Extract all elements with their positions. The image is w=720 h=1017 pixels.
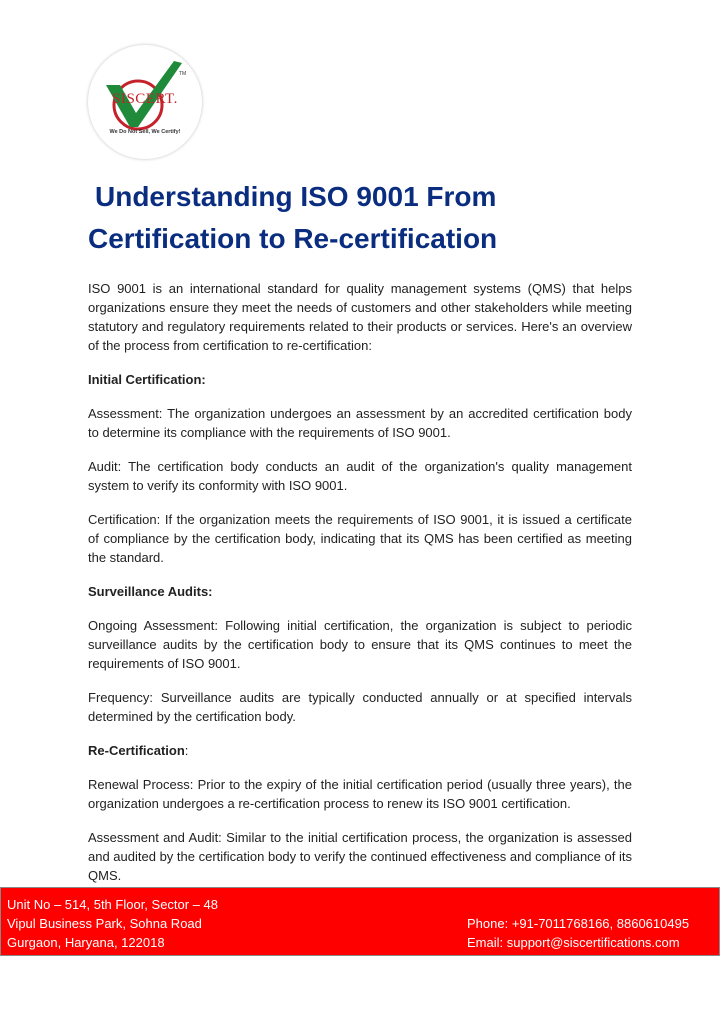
- re-certification-heading-colon: :: [184, 743, 189, 758]
- article-body: [88, 279, 632, 900]
- paragraph-ongoing-assessment: Ongoing Assessment: Following initial certification, the organization is subject to periodic surveillance audits by the certification body to ensure that its QMS continues to meet the requirements of ISO 9001.: [88, 618, 632, 671]
- paragraph-certification: Certification: If the organization meets the requirements of ISO 9001, it is issued a certificate of compliance by the certification body, indicating that its QMS has been certified as meeting the standard.: [88, 512, 632, 565]
- page-title-line1: Understanding ISO 9001 From: [95, 181, 497, 212]
- footer-contact: [467, 914, 689, 952]
- section-heading-initial-certification: Initial Certification:: [88, 372, 206, 387]
- paragraph-frequency: Frequency: Surveillance audits are typically conducted annually or at specified intervals determined by the certification body.: [88, 690, 632, 724]
- footer-email: Email: support@siscertifications.com: [467, 935, 680, 950]
- footer-phone: Phone: +91-7011768166, 8860610495: [467, 916, 690, 931]
- address-line-3: Gurgaon, Haryana, 122018: [7, 935, 165, 950]
- address-line-2: Vipul Business Park, Sohna Road: [7, 916, 202, 931]
- page-title: [88, 176, 648, 260]
- logo-trademark: TM: [179, 71, 187, 77]
- section-heading-re-certification: [88, 741, 632, 760]
- section-heading-surveillance-audits: Surveillance Audits:: [88, 584, 213, 599]
- paragraph-audit: Audit: The certification body conducts an audit of the organization's quality management system to verify its conformity with ISO 9001.: [88, 459, 632, 493]
- footer-address: [7, 895, 218, 952]
- paragraph-assessment: Assessment: The organization undergoes an assessment by an accredited certification body to determine its compliance with the requirements of ISO 9001.: [88, 406, 632, 440]
- siscert-logo: [88, 45, 202, 159]
- logo-tagline: We Do Not Sell, We Certify!: [109, 129, 181, 135]
- re-certification-heading-text: Re-Certification: [88, 743, 185, 758]
- page-title-line2: Certification to Re-certification: [88, 223, 498, 254]
- paragraph-assessment-and-audit: Assessment and Audit: Similar to the initial certification process, the organization is assessed and audited by the certification body to verify the continued effectiveness and compliance of its QMS.: [88, 830, 632, 883]
- contact-footer: [0, 887, 720, 956]
- intro-paragraph: ISO 9001 is an international standard for quality management systems (QMS) that helps organizations ensure they meet the needs of customers and other stakeholders while meeting statutory and regulatory requirements related to their products or services. Here's an overview of the process from certification to re-certification:: [88, 281, 632, 353]
- address-line-1: Unit No – 514, 5th Floor, Sector – 48: [7, 897, 219, 912]
- paragraph-renewal-process: Renewal Process: Prior to the expiry of the initial certification period (usually three years), the organization undergoes a re-certification process to renew its ISO 9001 certification.: [88, 777, 632, 811]
- logo-brand-text: SISCERT.: [112, 91, 178, 107]
